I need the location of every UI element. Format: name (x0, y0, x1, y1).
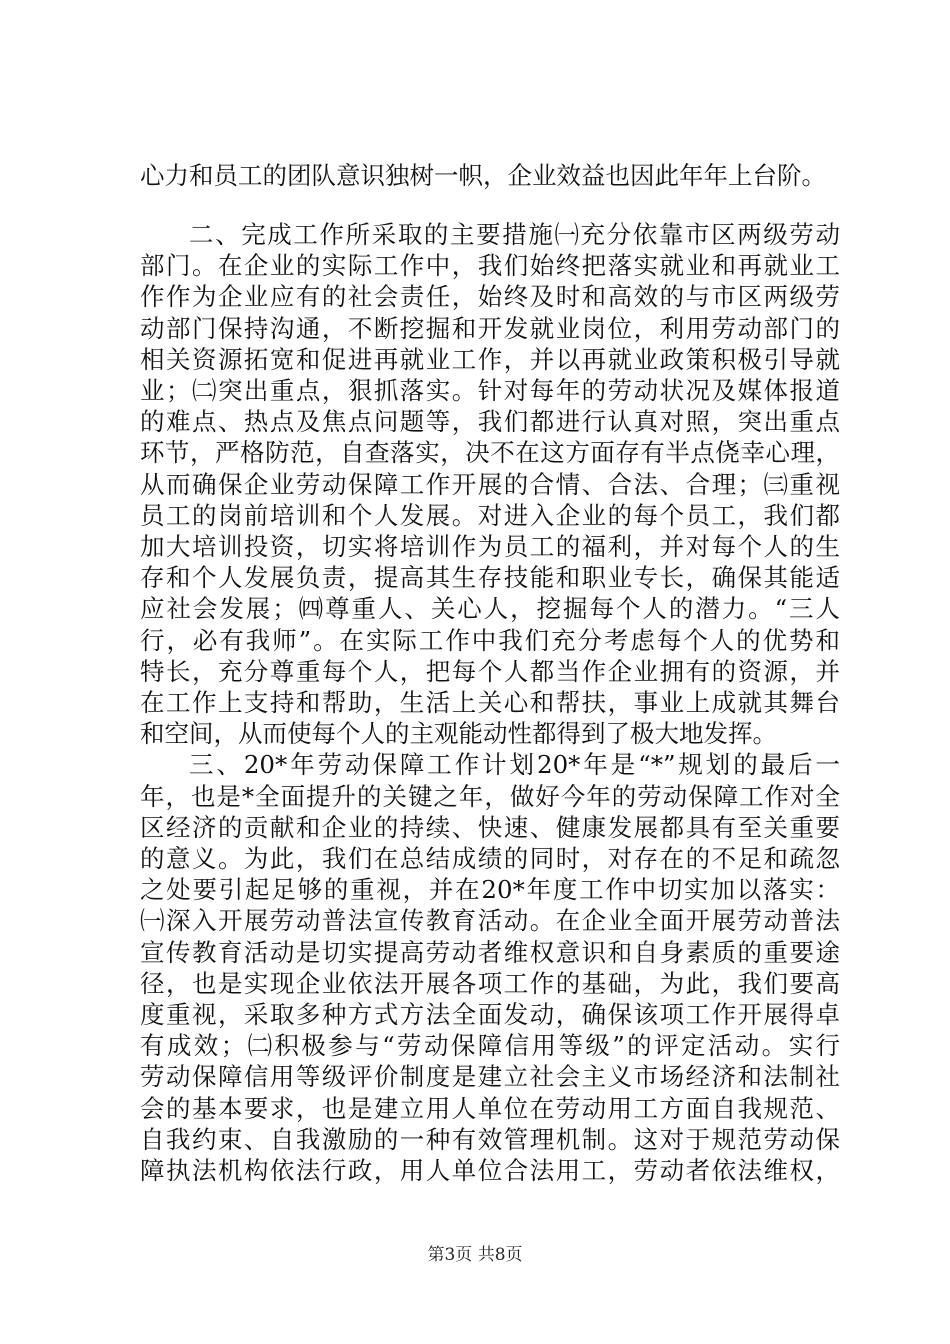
paragraph-line: 年，也是*全面提升的关键之年，做好今年的劳动保障工作对全 (140, 781, 840, 811)
paragraph-line: ㈠深入开展劳动普法宣传教育活动。在企业全面开展劳动普法 (140, 906, 840, 936)
paragraph-line: 从而确保企业劳动保障工作开展的合情、合法、合理；㈢重视 (140, 469, 840, 499)
paragraph-line: 之处要引起足够的重视，并在20*年度工作中切实加以落实： (140, 875, 840, 905)
paragraph-line: 的意义。为此，我们在总结成绩的同时，对存在的不足和疏忽 (140, 844, 840, 873)
paragraph-line: 存和个人发展负责，提高其生存技能和职业专长，确保其能适 (140, 563, 840, 593)
paragraph-line: 径，也是实现企业依法开展各项工作的基础，为此，我们要高 (140, 968, 840, 998)
paragraph-line: 宣传教育活动是切实提高劳动者维权意识和自身素质的重要途 (140, 937, 840, 967)
paragraph-line: 障执法机构依法行政，用人单位合法用工，劳动者依法维权， (140, 1156, 840, 1185)
paragraph-line: 相关资源拓宽和促进再就业工作，并以再就业政策积极引导就 (140, 344, 840, 374)
paragraph-line: 加大培训投资，切实将培训作为员工的福利，并对每个人的生 (140, 532, 840, 561)
paragraph-line: 作作为企业应有的社会责任，始终及时和高效的与市区两级劳 (140, 282, 840, 312)
paragraph-line: 区经济的贡献和企业的持续、快速、健康发展都具有至关重要 (140, 812, 840, 842)
paragraph-line: 行，必有我师”。在实际工作中我们充分考虑每个人的优势和 (140, 625, 840, 655)
paragraph-line: 劳动保障信用等级评价制度是建立社会主义市场经济和法制社 (140, 1062, 840, 1092)
paragraph-line: 在工作上支持和帮助，生活上关心和帮扶，事业上成就其舞台 (140, 688, 840, 717)
paragraph-line: 有成效；㈡积极参与“劳动保障信用等级”的评定活动。实行 (140, 1031, 840, 1061)
paragraph-line: 度重视，采取多种方式方法全面发动，确保该项工作开展得卓 (140, 1000, 840, 1029)
paragraph-line: 特长，充分尊重每个人，把每个人都当作企业拥有的资源，并 (140, 656, 840, 686)
paragraph-line: 三、20*年劳动保障工作计划20*年是“*”规划的最后一 (189, 750, 840, 780)
paragraph-line: 应社会发展；㈣尊重人、关心人，挖掘每个人的潜力。“三人 (140, 594, 840, 624)
paragraph-line: 的难点、热点及焦点问题等，我们都进行认真对照，突出重点 (140, 407, 840, 437)
page-number-footer: 第3页 共8页 (427, 1245, 523, 1265)
paragraph-line: 部门。在企业的实际工作中，我们始终把落实就业和再就业工 (140, 251, 840, 281)
paragraph-line: 环节，严格防范，自查落实，决不在这方面存有半点侥幸心理， (140, 438, 840, 468)
paragraph-line: 业；㈡突出重点，狠抓落实。针对每年的劳动状况及媒体报道 (140, 376, 840, 405)
paragraph-line: 会的基本要求，也是建立用人单位在劳动用工方面自我规范、 (140, 1093, 840, 1123)
paragraph-line: 心力和员工的团队意识独树一帜，企业效益也因此年年上台阶。 (140, 161, 826, 190)
paragraph-line: 和空间，从而使每个人的主观能动性都得到了极大地发挥。 (140, 719, 777, 749)
paragraph-line: 动部门保持沟通，不断挖掘和开发就业岗位，利用劳动部门的 (140, 313, 840, 343)
paragraph-line: 二、完成工作所采取的主要措施㈠充分依靠市区两级劳动 (189, 220, 840, 249)
paragraph-line: 自我约束、自我激励的一种有效管理机制。这对于规范劳动保 (140, 1124, 840, 1154)
paragraph-line: 员工的岗前培训和个人发展。对进入企业的每个员工，我们都 (140, 500, 840, 530)
